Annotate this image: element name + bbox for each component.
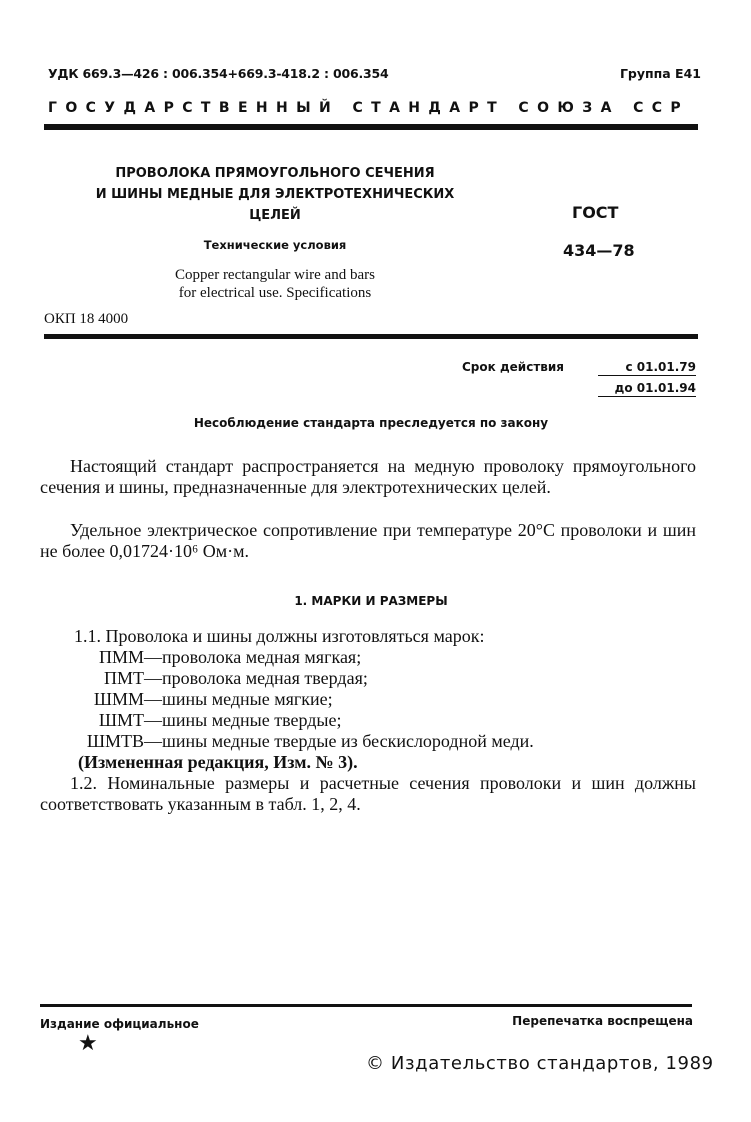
grade-desc: —проволока медная мягкая; — [144, 647, 362, 667]
okp-code: ОКП 18 4000 — [44, 311, 129, 327]
document-title — [60, 163, 490, 226]
grade-desc: —проволока медная твердая; — [144, 668, 368, 688]
intro-paragraph-2: Удельное электрическое сопротивление при температуре 20°С проволоки и шин не более 0,01724·10⁶ Ом·м. — [40, 520, 696, 561]
grade-item — [46, 668, 368, 689]
header-rule — [44, 124, 698, 130]
grade-code: ПМТ — [104, 668, 144, 688]
star-icon: ★ — [78, 1030, 98, 1055]
validity-from: с 01.01.79 — [598, 360, 696, 376]
grade-desc: —шины медные твердые из бескислородной меди. — [144, 731, 534, 751]
validity-label: Срок действия — [462, 360, 564, 374]
udk-code: УДК 669.3—426 : 006.354+669.3-418.2 : 006.354 — [48, 66, 389, 81]
law-notice: Несоблюдение стандарта преследуется по закону — [193, 416, 549, 430]
state-standard-banner: ГОСУДАРСТВЕННЫЙ СТАНДАРТ СОЮЗА ССР — [48, 100, 690, 116]
title-line-3: ЦЕЛЕЙ — [249, 208, 301, 223]
grade-item — [46, 710, 342, 731]
grade-desc: —шины медные твердые; — [144, 710, 342, 730]
english-title-line-1: Copper rectangular wire and bars — [175, 267, 375, 283]
section-heading: 1. МАРКИ И РАЗМЕРЫ — [294, 594, 448, 608]
copyright: © Издательство стандартов, 1989 — [366, 1053, 714, 1074]
gost-label: ГОСТ — [572, 203, 619, 222]
grade-code: ШММ — [93, 689, 144, 709]
title-line-2: И ШИНЫ МЕДНЫЕ ДЛЯ ЭЛЕКТРОТЕХНИЧЕСКИХ — [95, 187, 455, 202]
group-code: Группа Е41 — [619, 66, 701, 81]
clause-1-2: 1.2. Номинальные размеры и расчетные сечения проволоки и шин должны соответствовать указанным в табл. 1, 2, 4. — [40, 773, 696, 814]
title-block-rule — [44, 334, 698, 339]
grade-item — [46, 647, 361, 668]
gost-number: 434—78 — [563, 241, 635, 260]
grade-item — [46, 689, 333, 710]
english-title — [60, 266, 490, 302]
footer-rule — [40, 1004, 692, 1007]
intro-paragraph-1: Настоящий стандарт распространяется на медную проволоку прямоугольного сечения и шины, предназначенные для электротехнических целей. — [40, 456, 696, 497]
clause-1-1: 1.1. Проволока и шины должны изготовляться марок: — [74, 626, 485, 646]
grade-code: ШМТ — [98, 710, 144, 730]
title-line-1: ПРОВОЛОКА ПРЯМОУГОЛЬНОГО СЕЧЕНИЯ — [115, 166, 435, 181]
grade-desc: —шины медные мягкие; — [144, 689, 333, 709]
grade-code: ПММ — [98, 647, 144, 667]
validity-to: до 01.01.94 — [598, 381, 696, 397]
document-subtitle: Технические условия — [203, 238, 347, 252]
official-edition: Издание официальное — [40, 1017, 199, 1031]
grade-code: ШМТВ — [86, 731, 144, 751]
amendment-note: (Измененная редакция, Изм. № 3). — [78, 752, 358, 772]
reprint-notice: Перепечатка воспрещена — [512, 1014, 693, 1028]
english-title-line-2: for electrical use. Specifications — [178, 285, 372, 301]
grade-item — [46, 731, 534, 752]
